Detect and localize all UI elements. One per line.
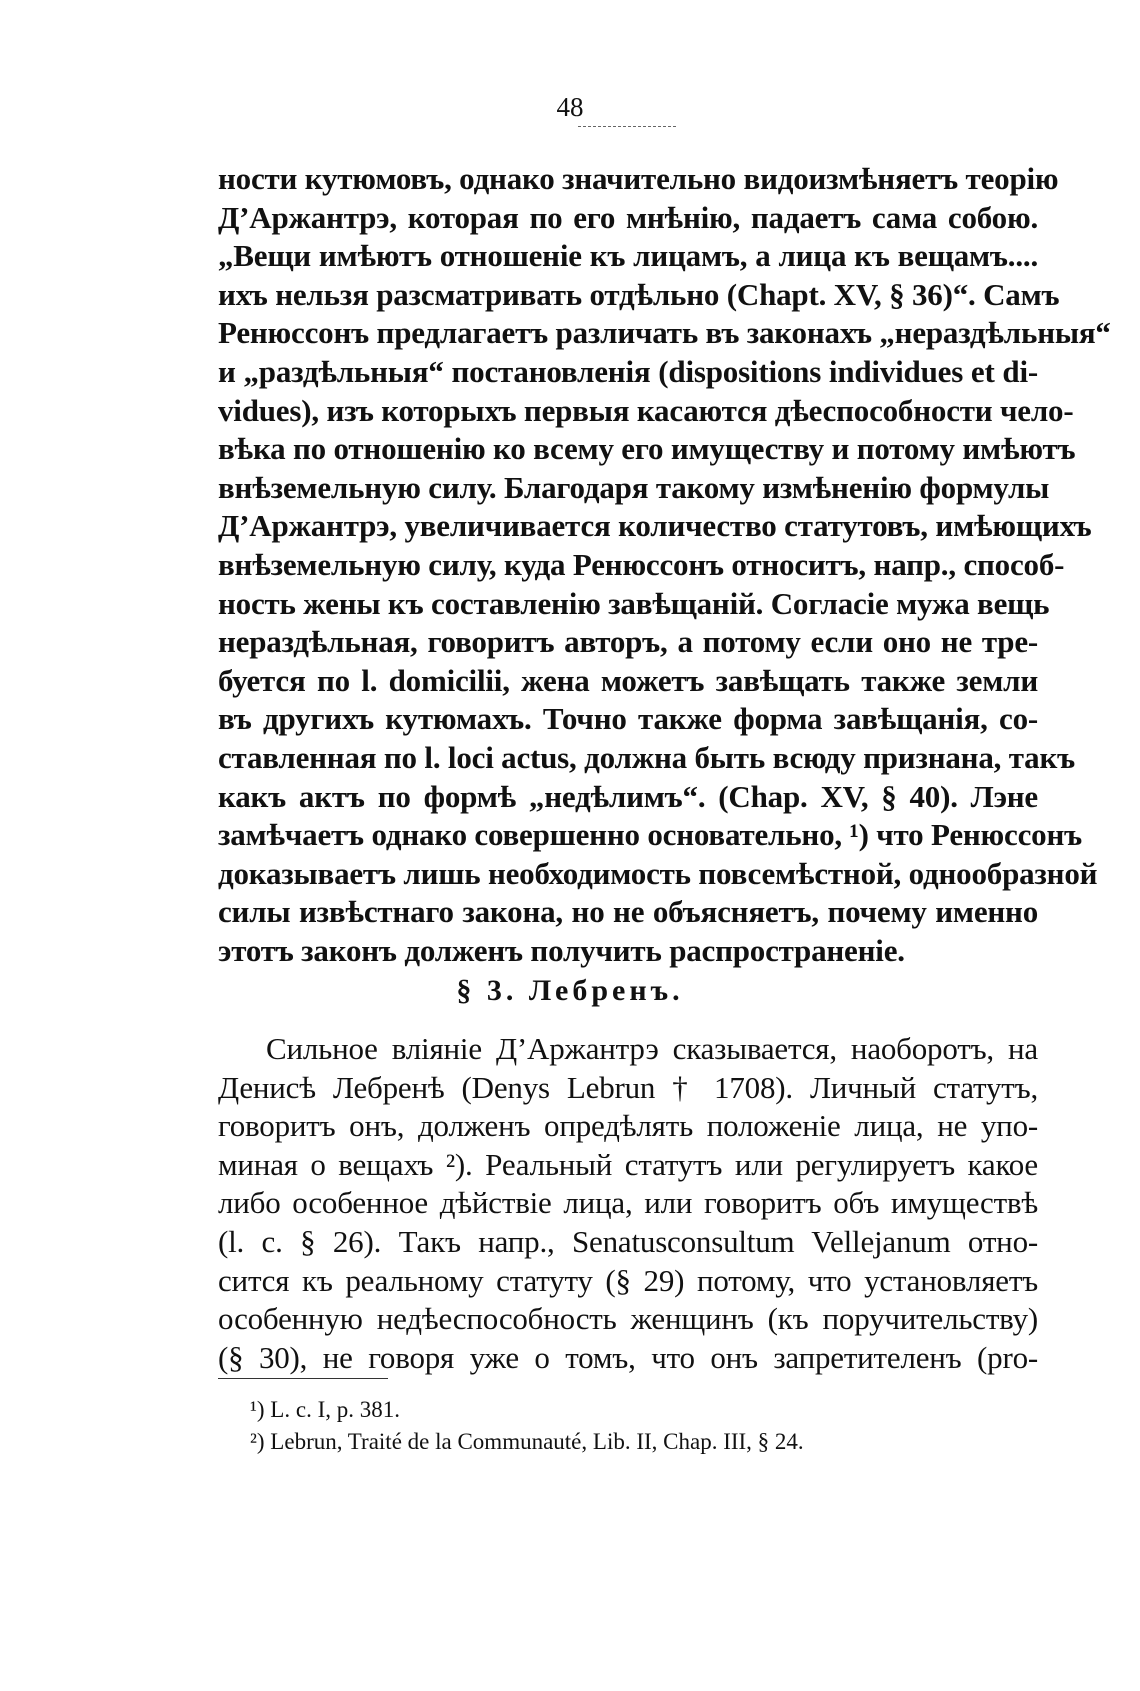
footnote: ¹) L. c. I, p. 381. [250, 1397, 400, 1422]
text-line: сится къ реальному статуту (§ 29) потому, что установляетъ [218, 1262, 1038, 1298]
text-line: Д’Аржантрэ, увеличивается количество статутовъ, имѣющихъ [218, 508, 1092, 544]
text-line: доказываетъ лишь необходимость повсемѣстной, однообразной [218, 855, 1098, 891]
text-line: ставленная по l. loci actus, должна быть всюду признана, такъ [218, 739, 1075, 775]
text-line: Денисѣ Лебренѣ (Denys Lebrun † 1708). Личный статутъ, [218, 1069, 1038, 1105]
text-line: ности кутюмовъ, однако значительно видоизмѣняетъ теорію [218, 161, 1059, 196]
text-line: нераздѣльная, говоритъ авторъ, а потому если оно не тре- [218, 624, 1038, 660]
text-line: буется по l. domicilii, жена можетъ завѣщать также земли [218, 662, 1038, 698]
text-line: миная о вещахъ ²). Реальный статутъ или регулируетъ какое [218, 1146, 1038, 1182]
main-text [218, 160, 1111, 970]
footnote-divider [218, 1378, 388, 1379]
footnote: ²) Lebrun, Traité de la Communauté, Lib. II, Chap. III, § 24. [250, 1429, 804, 1454]
text-line: Д’Аржантрэ, которая по его мнѣнію, падаетъ сама собою. [218, 199, 1038, 235]
page-number-rule [578, 126, 676, 127]
text-line: ность жены къ составленію завѣщаній. Согласіе мужа вещь [218, 585, 1050, 621]
text-line: внѣземельную силу. Благодаря такому измѣненію формулы [218, 469, 1050, 505]
text-line: ихъ нельзя разсматривать отдѣльно (Chapt. XV, § 36)“. Самъ [218, 276, 1060, 312]
text-line: и „раздѣльныя“ постановленія (dispositions individues et di- [218, 353, 1038, 389]
page-number: 48 [556, 92, 584, 122]
text-line: (§ 30), не говоря уже о томъ, что онъ запретителенъ (pro- [218, 1339, 1038, 1375]
text-line: говоритъ онъ, долженъ опредѣлять положеніе лица, не упо- [218, 1108, 1038, 1144]
text-line: Ренюссонъ предлагаетъ различать въ законахъ „нераздѣльныя“ [218, 315, 1111, 351]
text-line: „Вещи имѣютъ отношеніе къ лицамъ, а лица къ вещамъ.... [218, 238, 1038, 274]
section-heading: § 3. Лебренъ. [456, 974, 684, 1007]
footnotes [250, 1394, 1030, 1458]
text-line: либо особенное дѣйствіе лица, или говоритъ объ имуществѣ [218, 1185, 1038, 1221]
text-line: въ другихъ кутюмахъ. Точно также форма завѣщанія, со- [218, 701, 1038, 737]
text-line: внѣземельную силу, куда Ренюссонъ относитъ, напр., способ- [218, 546, 1065, 582]
text-line: Сильное вліяніе Д’Аржантрэ сказывается, наоборотъ, на [266, 1031, 1038, 1066]
text-line: замѣчаетъ однако совершенно основательно, ¹) что Ренюссонъ [218, 817, 1082, 853]
text-line: вѣка по отношенію ко всему его имуществу и потому имѣютъ [218, 431, 1076, 467]
text-line: какъ актъ по формѣ „недѣлимъ“. (Chap. XV, § 40). Лэне [218, 778, 1038, 814]
text-line: силы извѣстнаго закона, но не объясняетъ, почему именно [218, 894, 1038, 930]
text-line: этотъ законъ долженъ получить распространеніе. [218, 932, 905, 968]
text-line: особенную недѣеспособность женщинъ (къ поручительству) [218, 1301, 1038, 1337]
text-line: (l. c. § 26). Такъ напр., Senatusconsultum Vellejanum отно- [218, 1223, 1038, 1259]
text-line: vidues), изъ которыхъ первыя касаются дѣеспособности чело- [218, 392, 1074, 428]
section-text [218, 1030, 1038, 1377]
